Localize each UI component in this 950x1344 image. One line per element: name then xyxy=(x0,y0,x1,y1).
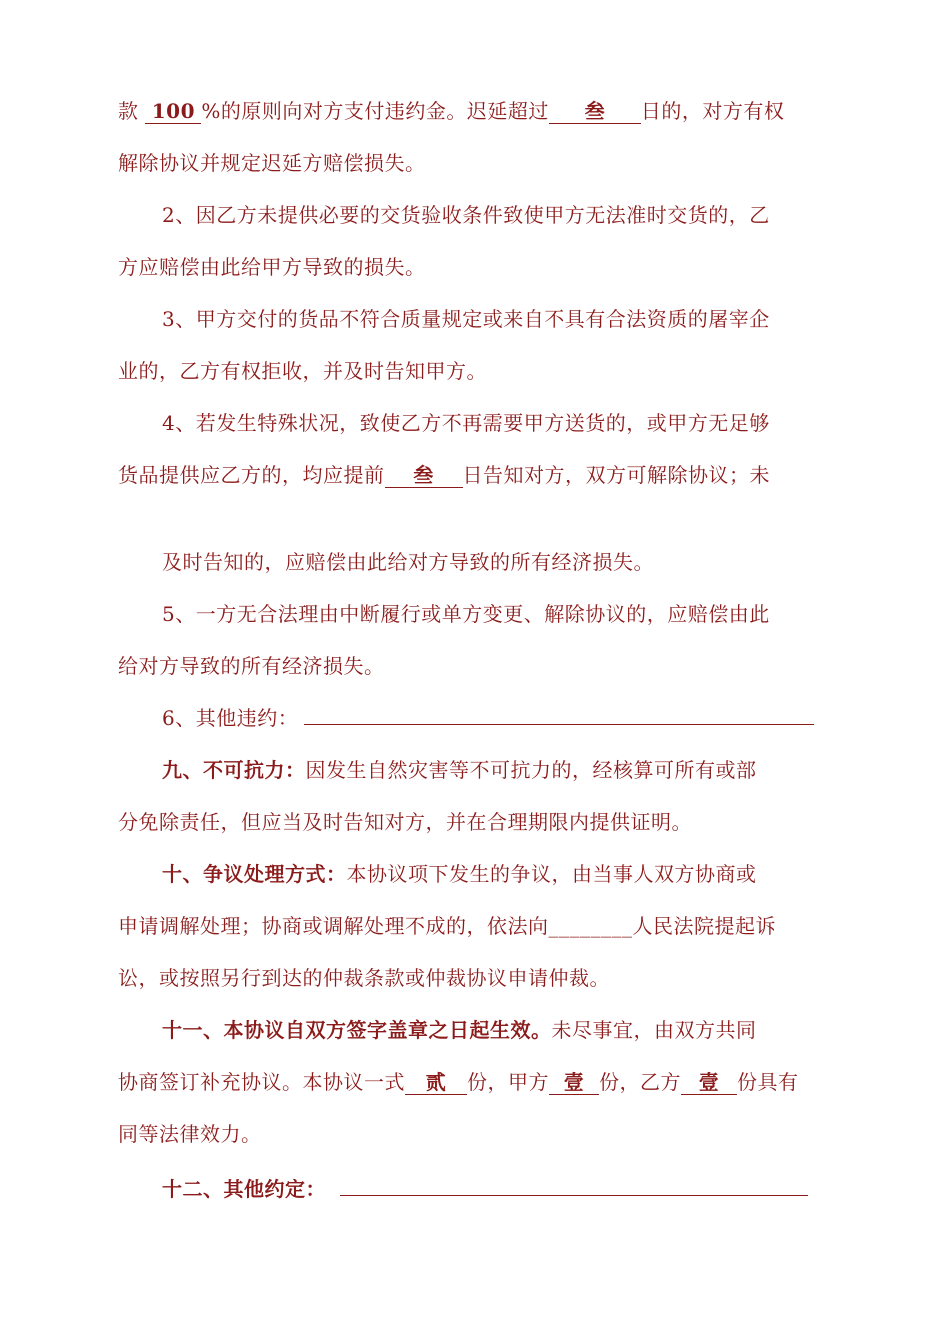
clause-8-item-4-line-2 xyxy=(118,458,770,492)
clause-8-item-5-line-1: 5、一方无合法理由中断履行或单方变更、解除协议的，应赔偿由此 xyxy=(162,602,770,626)
text: 本协议项下发生的争议，由当事人双方协商或 xyxy=(346,862,757,886)
clause-8-item-4-line-1: 4、若发生特殊状况，致使乙方不再需要甲方送货的，或甲方无足够 xyxy=(162,411,770,435)
text: 未尽事宜，由双方共同 xyxy=(551,1018,757,1042)
text: 协商签订补充协议。本协议一式 xyxy=(118,1070,405,1094)
text: 日告知对方，双方可解除协议；未 xyxy=(462,463,770,487)
clause-9-line-1 xyxy=(162,753,757,787)
clause-10-line-3: 讼，或按照另行到达的仲裁条款或仲裁协议申请仲裁。 xyxy=(118,966,610,990)
text: 人民法院提起诉 xyxy=(632,914,776,938)
copies-party-a-value: 壹 xyxy=(549,1070,599,1095)
text: 款 xyxy=(118,99,139,123)
clause-8-line-2: 解除协议并规定迟延方赔偿损失。 xyxy=(118,151,426,175)
clause-10-line-1 xyxy=(162,857,757,891)
delay-days-value: 叁 xyxy=(549,99,641,124)
court-blank: ________ xyxy=(548,914,633,938)
clause-8-item-2-line-2: 方应赔偿由此给甲方导致的损失。 xyxy=(118,255,426,279)
clause-8-line-1 xyxy=(118,94,784,128)
text: 日的，对方有权 xyxy=(640,99,785,123)
clause-11-line-2 xyxy=(118,1065,799,1099)
clause-12-heading: 十二、其他约定： xyxy=(162,1177,326,1201)
clause-8-item-5-line-2: 给对方导致的所有经济损失。 xyxy=(118,654,385,678)
text: 份，乙方 xyxy=(599,1070,681,1094)
clause-10-line-2 xyxy=(118,909,776,943)
clause-8-item-3-line-2: 业的，乙方有权拒收，并及时告知甲方。 xyxy=(118,359,487,383)
copies-total-value: 贰 xyxy=(405,1070,467,1095)
copies-party-b-value: 壹 xyxy=(681,1070,737,1095)
text: 6、其他违约： xyxy=(162,706,299,730)
clause-11-line-1 xyxy=(162,1013,757,1047)
notice-days-value: 叁 xyxy=(385,463,463,488)
penalty-percent-value: 100 xyxy=(145,99,201,124)
text: 申请调解处理；协商或调解处理不成的，依法向 xyxy=(118,914,549,938)
text: 货品提供应乙方的，均应提前 xyxy=(118,463,385,487)
clause-11-heading: 十一、本协议自双方签字盖章之日起生效。 xyxy=(162,1018,552,1042)
other-terms-blank xyxy=(340,1173,808,1196)
clause-11-line-3: 同等法律效力。 xyxy=(118,1122,262,1146)
other-breach-blank xyxy=(304,702,814,725)
text: 份，甲方 xyxy=(467,1070,549,1094)
clause-10-heading: 十、争议处理方式： xyxy=(162,862,347,886)
text: %的原则向对方支付违约金。迟延超过 xyxy=(201,99,549,123)
clause-9-heading: 九、不可抗力： xyxy=(162,758,306,782)
clause-8-item-6 xyxy=(162,701,814,735)
clause-8-item-3-line-1: 3、甲方交付的货品不符合质量规定或来自不具有合法资质的屠宰企 xyxy=(162,307,770,331)
clause-9-line-2: 分免除责任，但应当及时告知对方，并在合理期限内提供证明。 xyxy=(118,810,692,834)
text: 因发生自然灾害等不可抗力的，经核算可所有或部 xyxy=(305,758,757,782)
clause-8-item-4-line-3: 及时告知的，应赔偿由此给对方导致的所有经济损失。 xyxy=(162,550,654,574)
clause-12-line xyxy=(162,1172,808,1206)
text: 份具有 xyxy=(737,1070,799,1094)
clause-8-item-2-line-1: 2、因乙方未提供必要的交货验收条件致使甲方无法准时交货的，乙 xyxy=(162,203,770,227)
